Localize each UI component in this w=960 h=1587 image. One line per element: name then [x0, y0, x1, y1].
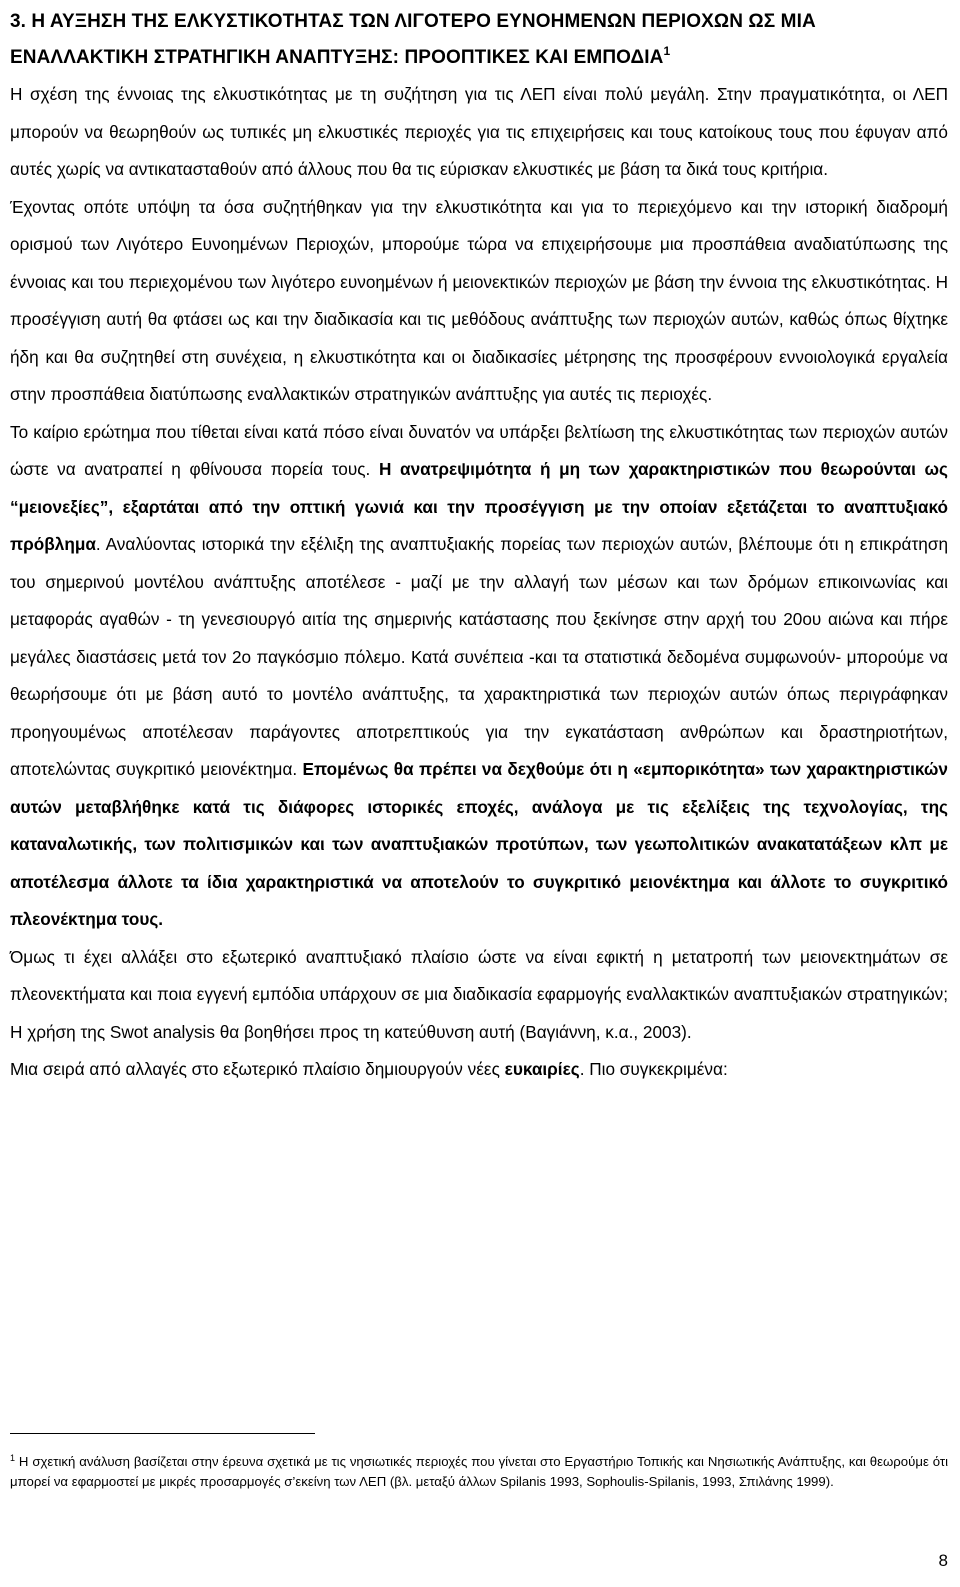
paragraph-3-text-a: Το καίριο ερώτημα που τίθεται είναι κατά πόσο είναι δυνατόν να υπάρξει βελτίωση της ελκυστικότητας των περιοχών αυτών ώστε να ανατραπεί η φθίνουσα πορεία τους. — [10, 421, 948, 479]
section-heading — [10, 4, 950, 76]
footnote-reference[interactable]: 1 — [663, 44, 671, 58]
paragraph-3-bold-2: Επομένως θα πρέπει να δεχθούμε ότι η «εμπορικότητα» των χαρακτηριστικών αυτών μεταβλήθηκε κατά τις διάφορες ιστορικές εποχές, ανάλογα με τις εξελίξεις της τεχνολογίας, της καταναλωτικής, των πολιτισμικών και των αναπτυξιακών προτύπων, των γεωπολιτικών ανακατατάξεων κλπ με αποτέλεσμα άλλοτε τα ίδια χαρακτηριστικά να αποτελούν το συγκριτικό μειονέκτημα και άλλοτε το συγκριτικό πλεονέκτημα τους. — [10, 759, 948, 929]
paragraph-3-text-b: . Αναλύοντας ιστορικά την εξέλιξη της αναπτυξιακής πορείας των περιοχών αυτών, βλέπουμε ότι η επικράτηση του σημερινού μοντέλου ανάπτυξης αποτέλεσε - μαζί με την αλλαγή των μέσων και των δρόμων επικοινωνίας και μεταφοράς αγαθών - τη γενεσιουργό αιτία της σημερινής κατάστασης που ξεκίνησε στην αρχή του 20ου αιώνα και πήρε μεγάλες διαστάσεις μετά τον 2ο παγκόσμιο πόλεμο. Κατά συνέπεια -και τα στατιστικά δεδομένα συμφωνούν- μπορούμε να θεωρήσουμε ότι με βάση αυτό το μοντέλο ανάπτυξης, τα χαρακτηριστικά των περιοχών αυτών όπως περιγράφηκαν προηγουμένως αποτέλεσαν παράγοντες αποτρεπτικούς για την εγκατάσταση ανθρώπων και δραστηριοτήτων, αποτελώντας συγκριτικό μειονέκτημα. — [10, 534, 948, 779]
footnote-text: Η σχετική ανάλυση βασίζεται στην έρευνα σχετικά με τις νησιωτικές περιοχές που γίνεται στο Εργαστήριο Τοπικής και Νησιωτικής Ανάπτυξης, και θεωρούμε ότι μπορεί να εφαρμοστεί με μικρές προσαρμογές σ’εκείνη των ΛΕΠ (βλ. μεταξύ άλλων Spilanis 1993, Sophoulis-Spilanis, 1993, Σπιλάνης 1999). — [10, 1454, 948, 1489]
page-number: 8 — [938, 1551, 948, 1570]
footnote-separator — [10, 1433, 315, 1434]
paragraph-3-bold-1: Η ανατρεψιμότητα ή μη των χαρακτηριστικών που θεωρούνται ως “μειονεξίες”, εξαρτάται από την οπτική γωνιά και την προσέγγιση με την οποίαν εξετάζεται το αναπτυξιακό πρόβλημα — [10, 459, 948, 554]
paragraph-5-text-b: . Πιο συγκεκριμένα: — [579, 1059, 728, 1079]
footnote — [10, 1452, 948, 1491]
paragraph-3 — [10, 414, 948, 939]
paragraph-5 — [10, 1051, 948, 1089]
paragraph-1: Η σχέση της έννοιας της ελκυστικότητας με τη συζήτηση για τις ΛΕΠ είναι πολύ μεγάλη. Στην πραγματικότητα, οι ΛΕΠ μπορούν να θεωρηθούν ως τυπικές μη ελκυστικές περιοχές για τις επιχειρήσεις και τους κατοίκους τους που έφυγαν από αυτές χωρίς να αντικατασταθούν από άλλους που θα τις εύρισκαν ελκυστικές με βάση τα δικά τους κριτήρια. — [10, 84, 948, 179]
footnote-number: 1 — [10, 1453, 16, 1463]
heading-text: 3. Η ΑΥΞΗΣΗ ΤΗΣ ΕΛΚΥΣΤΙΚΟΤΗΤΑΣ ΤΩΝ ΛΙΓΟΤΕΡΟ ΕΥΝΟΗΜΕΝΩΝ ΠΕΡΙΟΧΩΝ ΩΣ ΜΙΑ ΕΝΑΛΛΑΚΤΙΚΗ ΣΤΡΑΤΗΓΙΚΗ ΑΝΑΠΤΥΞΗΣ: ΠΡΟΟΠΤΙΚΕΣ ΚΑΙ ΕΜΠΟΔΙΑ — [10, 11, 816, 68]
paragraph-4: Όμως τι έχει αλλάξει στο εξωτερικό αναπτυξιακό πλαίσιο ώστε να είναι εφικτή η μετατροπή των μειονεκτημάτων σε πλεονεκτήματα και ποια εγγενή εμπόδια υπάρχουν σε μια διαδικασία εφαρμογής εναλλακτικών αναπτυξιακών στρατηγικών; Η χρήση της Swot analysis θα βοηθήσει προς τη κατεύθυνση αυτή (Βαγιάννη, κ.α., 2003). — [10, 946, 948, 1042]
body-text — [10, 76, 948, 1089]
paragraph-5-text-a: Μια σειρά από αλλαγές στο εξωτερικό πλαίσιο δημιουργούν νέες — [10, 1059, 505, 1079]
paragraph-2: Έχοντας οπότε υπόψη τα όσα συζητήθηκαν για την ελκυστικότητα και για το περιεχόμενο και την ιστορική διαδρομή ορισμού των Λιγότερο Ευνοημένων Περιοχών, μπορούμε τώρα να επιχειρήσουμε μια προσπάθεια αναδιατύπωσης της έννοιας και του περιεχομένου των λιγότερο ευνοημένων ή μειονεκτικών περιοχών με βάση την έννοια της ελκυστικότητας. Η προσέγγιση αυτή θα φτάσει ως και την διαδικασία και τις μεθόδους ανάπτυξης των περιοχών αυτών, καθώς όπως θίχτηκε ήδη και θα συζητηθεί στη συνέχεια, η ελκυστικότητα και οι διαδικασίες μέτρησης της προσφέρουν εννοιολογικά εργαλεία στην προσπάθεια διατύπωσης εναλλακτικών στρατηγικών ανάπτυξης για αυτές τις περιοχές. — [10, 196, 948, 404]
paragraph-5-bold: ευκαιρίες — [504, 1059, 580, 1079]
